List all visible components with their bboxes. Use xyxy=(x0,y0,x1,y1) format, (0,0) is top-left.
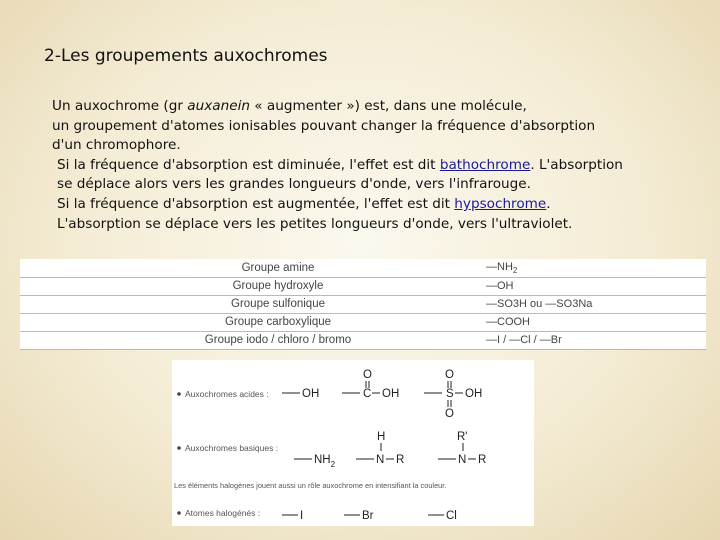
sulfonyl-o-top-label: O xyxy=(445,369,454,381)
carboxyl-o-label: O xyxy=(363,369,372,381)
para-line-3: d'un chromophore. xyxy=(52,137,181,154)
amine-h-label: H xyxy=(377,431,386,443)
table-row xyxy=(20,331,706,349)
amine-n-label: N xyxy=(376,454,385,466)
amine-rprime-label: R' xyxy=(457,431,468,443)
bullet-icon xyxy=(177,392,181,396)
table-row xyxy=(20,259,706,277)
link-bathochrome[interactable]: bathochrome xyxy=(439,156,531,173)
halogen-note: Les éléments halogènes jouent aussi un rôle auxochrome en intensifiant la couleur. xyxy=(174,481,447,490)
structures-diagram xyxy=(172,360,534,526)
para-line-4: Si la fréquence d'absorption est diminuée, l'effet est dit bathochrome. L'absorption xyxy=(57,156,623,173)
amine-r-label: R xyxy=(396,454,405,466)
carboxyl-c-label: C xyxy=(363,388,372,400)
group-name: Groupe carboxylique xyxy=(20,313,474,331)
group-name: Groupe sulfonique xyxy=(20,295,474,313)
table-row xyxy=(20,313,706,331)
para-line-7: L'absorption se déplace vers les petites longueurs d'onde, vers l'ultraviolet. xyxy=(57,215,573,232)
sulfonyl-s-label: S xyxy=(446,388,454,400)
greek-term: auxanein xyxy=(187,98,250,114)
acid-oh-label: OH xyxy=(302,388,320,400)
para-line-1: Un auxochrome (gr auxanein « augmenter ») est, dans une molécule, xyxy=(52,98,527,114)
link-hypsochrome[interactable]: hypsochrome xyxy=(454,195,547,212)
group-name: Groupe iodo / chloro / bromo xyxy=(20,331,474,349)
definition-paragraph xyxy=(52,97,692,234)
auxochrome-groups-table xyxy=(20,259,706,350)
group-formula: —I / —Cl / —Br xyxy=(474,331,706,349)
basic-label: Auxochromes basiques : xyxy=(185,443,279,453)
halogen-label: Atomes halogénés : xyxy=(185,508,261,518)
para-line-2: un groupement d'atomes ionisables pouvant changer la fréquence d'absorption xyxy=(52,117,596,134)
table-row xyxy=(20,295,706,313)
group-formula: —COOH xyxy=(474,313,706,331)
group-name: Groupe hydroxyle xyxy=(20,277,474,295)
acid-label: Auxochromes acides : xyxy=(185,389,269,399)
sulfonyl-o-bottom-label: O xyxy=(445,408,454,420)
amine-nh-label: $NH_2$ xyxy=(314,454,336,469)
group-formula: —OH xyxy=(474,277,706,295)
para-line-6: Si la fréquence d'absorption est augmentée, l'effet est dit hypsochrome. xyxy=(57,195,551,212)
group-formula: —SO3H ou —SO3Na xyxy=(474,295,706,313)
term-auxochrome: auxochrome xyxy=(74,98,160,114)
chlorine-label: Cl xyxy=(446,510,457,522)
group-formula: $—NH_2$ xyxy=(474,259,706,277)
group-name: Groupe amine xyxy=(20,259,474,277)
bromine-label: Br xyxy=(362,510,374,522)
page-title: 2-Les groupements auxochromes xyxy=(44,46,328,66)
auxochrome-structures-figure xyxy=(172,360,534,526)
amine-r2-label: R xyxy=(478,454,487,466)
amine-n2-label: N xyxy=(458,454,467,466)
carboxyl-oh-label: OH xyxy=(382,388,400,400)
para-line-5: se déplace alors vers les grandes longueurs d'onde, vers l'infrarouge. xyxy=(57,176,531,193)
iodine-label: I xyxy=(300,510,304,522)
sulfonyl-oh-label: OH xyxy=(465,388,483,400)
bullet-icon xyxy=(177,446,181,450)
bullet-icon xyxy=(177,511,181,515)
table-row xyxy=(20,277,706,295)
